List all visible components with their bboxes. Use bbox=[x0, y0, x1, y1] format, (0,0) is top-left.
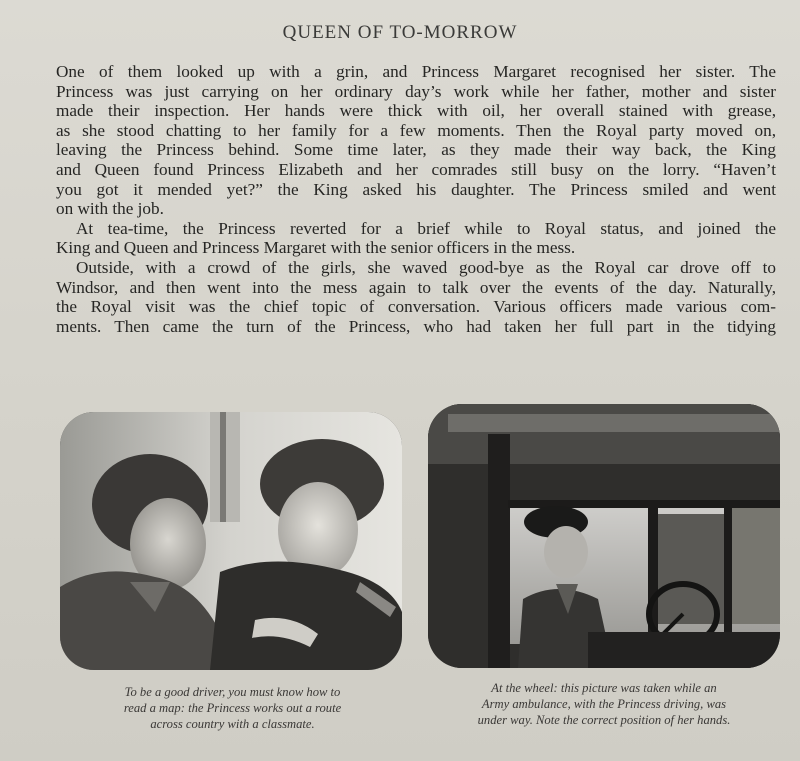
paragraph-3 bbox=[56, 258, 776, 336]
photo-at-the-wheel-image bbox=[428, 404, 780, 668]
photo-at-the-wheel-caption bbox=[428, 680, 780, 728]
caption-line: To be a good driver, you must know how to bbox=[124, 685, 341, 699]
paragraph-2 bbox=[56, 219, 776, 258]
photo-map-reading-caption bbox=[70, 684, 395, 732]
text-line: and Queen found Princess Elizabeth and her comrades still busy on the lorry. “Haven’t bbox=[56, 159, 776, 179]
photo-map-reading bbox=[60, 412, 402, 670]
text-line: ments. Then came the turn of the Princess, who had taken her full part in the tidying bbox=[56, 316, 776, 336]
text-line: At tea-time, the Princess reverted for a brief while to Royal status, and joined the bbox=[76, 218, 776, 238]
text-line: Outside, with a crowd of the girls, she waved good-bye as the Royal car drove off to bbox=[76, 257, 776, 277]
text-line: on with the job. bbox=[56, 199, 164, 219]
text-line: leaving the Princess behind. Some time later, as they made their way back, the King bbox=[56, 140, 776, 160]
photo-map-reading-image bbox=[60, 412, 402, 670]
text-line: you got it mended yet?” the King asked his daughter. The Princess smiled and went bbox=[56, 179, 776, 199]
caption-line: under way. Note the correct position of her hands. bbox=[477, 713, 731, 727]
text-line: King and Queen and Princess Margaret with the senior officers in the mess. bbox=[56, 238, 576, 258]
caption-line: At the wheel: this picture was taken while an bbox=[491, 681, 717, 695]
body-text bbox=[56, 62, 776, 336]
caption-line: read a map: the Princess works out a route bbox=[123, 701, 342, 715]
text-line: as she stood chatting to her family for a few moments. Then the Royal party moved on, bbox=[56, 120, 776, 140]
text-line: Windsor, and then went into the mess again to talk over the events of the day. Naturally, bbox=[56, 277, 776, 297]
photo-at-the-wheel bbox=[428, 404, 780, 668]
text-line: Princess was just carrying on her ordinary day’s work while her father, mother and sister bbox=[56, 81, 776, 101]
text-line: One of them looked up with a grin, and Princess Margaret recognised her sister. The bbox=[56, 62, 776, 81]
page-title: QUEEN OF TO-MORROW bbox=[282, 22, 518, 43]
caption-line: across country with a classmate. bbox=[150, 717, 315, 731]
paragraph-1 bbox=[56, 62, 776, 219]
text-line: made their inspection. Her hands were thick with oil, her overall stained with grease, bbox=[56, 101, 776, 121]
caption-line: Army ambulance, with the Princess driving, was bbox=[481, 697, 727, 711]
text-line: the Royal visit was the chief topic of conversation. Various officers made various com- bbox=[56, 297, 776, 317]
